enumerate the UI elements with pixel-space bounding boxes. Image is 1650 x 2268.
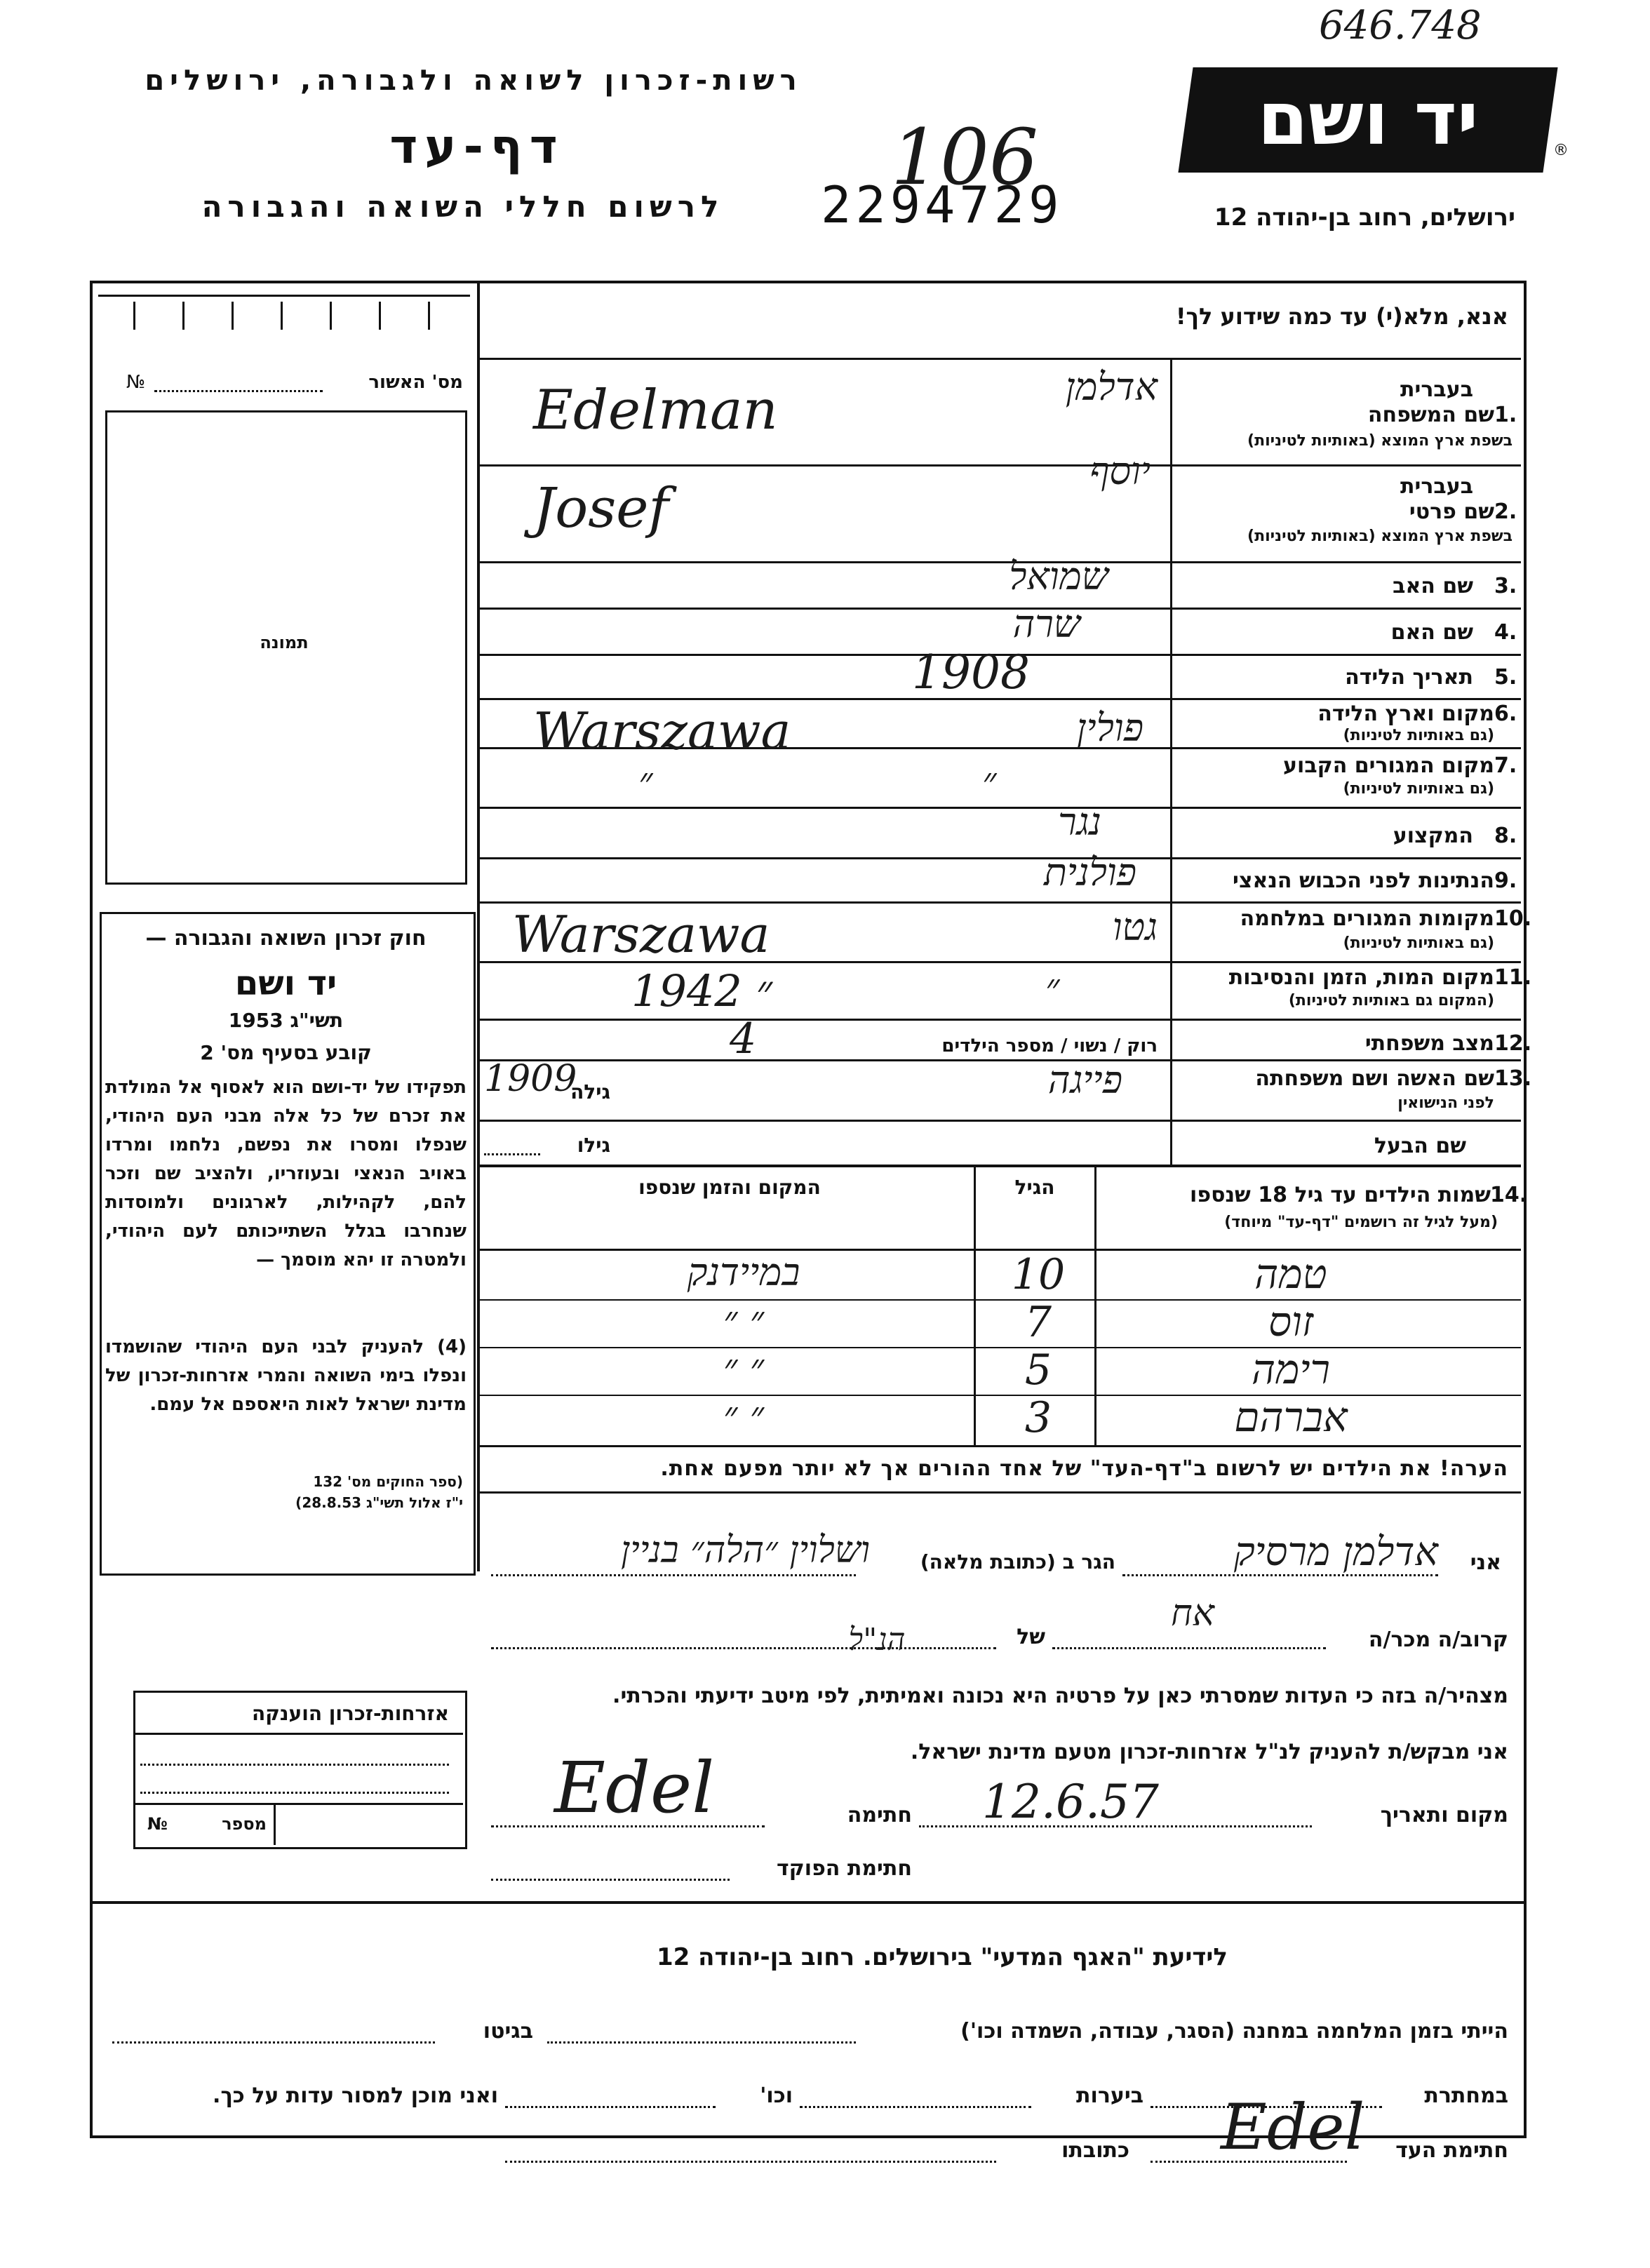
- logo-text: יד ושם: [1257, 76, 1479, 161]
- law-clause: קובע בסעיף מס' 2: [200, 1041, 372, 1064]
- citizenship-no: №: [147, 1814, 168, 1834]
- cert-label: מס' האשור: [368, 372, 463, 393]
- law-year: תשי"ג 1953: [228, 1009, 344, 1032]
- husband-age-line: [484, 1153, 540, 1155]
- child-age: 5: [1024, 1346, 1052, 1395]
- field-7-label: מקום המגורים הקבוע: [1283, 753, 1494, 778]
- field-1-num: 1.: [1494, 403, 1517, 427]
- child-place: ״ ״: [723, 1346, 765, 1390]
- photo-label: תמונה: [260, 633, 309, 652]
- bottom-witness-signature-label: חתימת העד: [1395, 2138, 1508, 2163]
- field-10-label: מקומות המגורים במלחמה: [1240, 906, 1494, 931]
- law-ref-2: י"ז אלול תשי"ג 28.8.53): [295, 1494, 463, 1511]
- field-4-num: 4.: [1494, 620, 1517, 645]
- field-6-latin-value: Warszawa: [533, 702, 791, 760]
- field-9-num: 9.: [1494, 868, 1517, 893]
- declarant-name-value: אדלמן מרסיק: [1233, 1529, 1438, 1575]
- child-place: ״ ״: [723, 1393, 765, 1437]
- field-5-num: 5.: [1494, 665, 1517, 690]
- officer-signature-line: [491, 1879, 730, 1881]
- bottom-address-label: כתובתו: [1061, 2138, 1129, 2163]
- field-11-label: מקום המות, הזמן והנסיבות: [1228, 965, 1494, 990]
- field-8-num: 8.: [1494, 824, 1517, 848]
- field-6-num: 6.: [1494, 702, 1517, 726]
- field-2-num: 2.: [1494, 499, 1517, 524]
- declarant-residing-label: הגר ב (כתובת מלאה): [920, 1550, 1115, 1573]
- field-1-hebrew-value: אדלמן: [1065, 365, 1158, 409]
- bottom-willing: ואני מוכן למסור עדות על כך.: [213, 2084, 498, 2108]
- law-name: יד ושם: [234, 964, 337, 1003]
- field-1-latin-value: Edelman: [533, 379, 778, 442]
- field-7-note: (גם באותיות לטיניות): [1343, 780, 1494, 798]
- field-2-hebrew-value: יוסף: [1089, 449, 1151, 493]
- officer-signature-label: חתימת הפוקד: [777, 1856, 912, 1881]
- bottom-witness-signature: Edel: [1221, 2091, 1365, 2164]
- field-10-latin-value: Warszawa: [512, 905, 770, 964]
- field-3-value: שמואל: [1009, 554, 1108, 598]
- law-body: תפקידו של יד-ושם הוא לאסוף אל המולדת את זכרם של כל אלה מבני העם היהודי, שנפלו ומסרו את נפשם, נלחמו ומרדו באויב הנאצי ובעוזריו, ולהציב שם וזכר להם, לקהילות, לארגונים ולמוסדות שנחרבו בגלל השתייכותם לעם היהודי, ולמטרה זו יהא מוסמך —: [105, 1077, 467, 1270]
- declarant-address-line: [491, 1574, 856, 1576]
- address: ירושלים, רחוב בן-יהודה 12: [1214, 203, 1515, 232]
- field-2-lang: בעברית: [1400, 474, 1473, 499]
- children-age-header: הגיל: [1014, 1176, 1055, 1199]
- place-date-label: מקום ותאריך: [1380, 1803, 1508, 1827]
- field-11-latin-value: ״ 1942: [631, 965, 773, 1016]
- relative-label: קרוב/ה מכר/ה: [1368, 1628, 1508, 1652]
- field-13-label: שם האשה ושם משפחתה: [1255, 1066, 1494, 1091]
- cert-line: [154, 390, 323, 392]
- child-age: 7: [1024, 1298, 1052, 1347]
- field-9-label: הנתינות לפני הכבוש הנאצי: [1233, 868, 1494, 893]
- field-13-note: לפני הנישואין: [1397, 1094, 1494, 1112]
- field-7-hebrew-value: ״: [982, 759, 997, 803]
- field-13-age-value: 1909: [484, 1058, 577, 1100]
- form-subtitle: לרשום חללי השואה והגבורה: [201, 189, 725, 224]
- field-10-hebrew-value: גטו: [1112, 905, 1158, 949]
- bottom-forests: ביערות: [1076, 2084, 1143, 2108]
- note-line: הערה! את הילדים יש לרשום ב"דף-העד" של אחד ההורים אך לא יותר מפעם אחת.: [660, 1456, 1508, 1481]
- bottom-title: לידיעת "האגף המדעי" בירושלים. רחוב בן-יהודה 12: [656, 1943, 1228, 1971]
- law-body-2: (4) להעניק לבני העם היהודי שהושמדו ונפלו בימי השואה והמרי אזרחות-זכרון של מדינת ישראל לאות היאספם אל עמם.: [105, 1336, 467, 1415]
- handwritten-code: 106: [891, 112, 1038, 202]
- field-6-note: (גם באותיות לטיניות): [1343, 727, 1494, 744]
- cert-no: №: [126, 372, 146, 393]
- bottom-etc: וכו': [760, 2084, 793, 2108]
- child-name: זוס: [1268, 1298, 1313, 1346]
- citizenship-number-label: מספר: [222, 1814, 267, 1834]
- field-12-num: 12.: [1494, 1031, 1532, 1056]
- serial-number: 2294729: [821, 175, 1064, 234]
- field-10-note: (גם באותיות לטיניות): [1343, 934, 1494, 952]
- child-place: ״ ״: [723, 1298, 765, 1342]
- form-title: דף-עד: [389, 119, 565, 175]
- signature-label: חתימה: [847, 1803, 912, 1827]
- husband-label: שם הבעל: [1374, 1134, 1466, 1158]
- child-place: במיידנק: [687, 1250, 800, 1294]
- husband-age-label: גילו: [577, 1134, 610, 1157]
- children-place-header: המקום והזמן שנספו: [638, 1176, 821, 1199]
- declarant-i-label: אני: [1470, 1550, 1501, 1575]
- law-ref: (ספר החוקים מס' 132: [313, 1473, 463, 1490]
- relation-value: אח: [1171, 1592, 1214, 1635]
- of-label: של: [1017, 1625, 1045, 1649]
- child-age: 3: [1024, 1393, 1052, 1442]
- tick-boxes: [105, 302, 470, 337]
- citizenship-title: אזרחות-זכרון הוענקה: [252, 1702, 449, 1725]
- intro-text: אנא, מלא(י) עד כמה שידוע לך!: [1175, 303, 1508, 330]
- declaration-text: מצהיר/ה בזה כי העדות שמסרתי כאן על פרטיה היא נכונה ואמיתית, לפי מיטב ידיעתי והכרתי.: [612, 1684, 1508, 1708]
- field-4-label: שם האם: [1390, 620, 1473, 645]
- field-13-value: פייגה: [1047, 1058, 1122, 1102]
- of-value: הנ"ל: [848, 1622, 906, 1658]
- marital-status-options: רוק / נשוי / מספר הילדים: [941, 1035, 1158, 1056]
- field-1-lang: בעברית: [1400, 377, 1473, 402]
- field-8-value: נגר: [1058, 800, 1101, 844]
- children-note: (מעל לגיל זה רושמים "דף-עד" מיוחד): [1224, 1214, 1498, 1231]
- field-12-value: 4: [730, 1014, 757, 1063]
- field-11-num: 11.: [1494, 965, 1532, 990]
- relation-line: [1052, 1647, 1326, 1649]
- field-5-label: תאריך הלידה: [1345, 665, 1473, 690]
- signature-value: Edel: [554, 1747, 715, 1829]
- field-13-age-label: גילה: [570, 1080, 610, 1103]
- field-5-value: 1908: [912, 645, 1030, 699]
- field-2-latin-value: Josef: [533, 477, 669, 540]
- field-10-num: 10.: [1494, 906, 1532, 931]
- field-12-label: מצב משפחתי: [1364, 1031, 1494, 1056]
- field-2-note: בשפת ארץ המוצא (באותיות לטיניות): [1247, 528, 1512, 545]
- field-11-hebrew-value: ״: [1045, 965, 1060, 1009]
- field-7-num: 7.: [1494, 753, 1517, 778]
- field-9-value: פולנית: [1043, 850, 1136, 894]
- children-num: 14.: [1490, 1183, 1528, 1207]
- child-name: רימה: [1251, 1346, 1331, 1393]
- archive-number: 646.748: [1319, 3, 1482, 48]
- authority-name: רשות-זכרון לשואה ולגבורה, ירושלים: [145, 65, 803, 97]
- field-7-latin-value: ״: [638, 759, 653, 803]
- field-1-label: שם המשפחה: [1367, 403, 1494, 427]
- bottom-underground: במחתרת: [1424, 2084, 1508, 2108]
- bottom-line1-camp: הייתי בזמן המלחמה במחנה (הסגר, עבודה, השמדה וכו'): [960, 2019, 1508, 2044]
- child-name: אברהם: [1234, 1393, 1348, 1441]
- field-3-label: שם האב: [1393, 574, 1473, 598]
- field-3-num: 3.: [1494, 574, 1517, 598]
- field-1-note: בשפת ארץ המוצא (באותיות לטיניות): [1247, 432, 1512, 450]
- field-13-num: 13.: [1494, 1066, 1532, 1091]
- field-11-note: (המקום גם באותיות לטיניות): [1288, 992, 1494, 1009]
- declarant-address-value: ושלוין ״הלה״ בניין: [621, 1529, 870, 1571]
- bottom-line1-ghetto: בגיטו: [483, 2019, 533, 2044]
- date-value: 12.6.57: [982, 1775, 1159, 1829]
- field-8-label: המקצוע: [1393, 824, 1473, 848]
- child-name: טמה: [1254, 1250, 1327, 1298]
- children-title: שמות הילדים עד גיל 18 שנספו: [1190, 1183, 1491, 1207]
- law-title: חוק זכרון השואה והגבורה —: [145, 926, 427, 951]
- field-2-label: שם פרטי: [1409, 499, 1494, 524]
- child-age: 10: [1011, 1250, 1066, 1299]
- field-6-hebrew-value: פולין: [1076, 706, 1143, 750]
- field-6-label: מקום וארץ הלידה: [1317, 702, 1494, 726]
- request-text: אני מבקש/ת להעניק לנ"ל אזרחות-זכרון מטעם מדינת ישראל.: [910, 1740, 1508, 1764]
- field-4-value: שרה: [1012, 602, 1080, 646]
- registered-icon: ®: [1553, 142, 1569, 159]
